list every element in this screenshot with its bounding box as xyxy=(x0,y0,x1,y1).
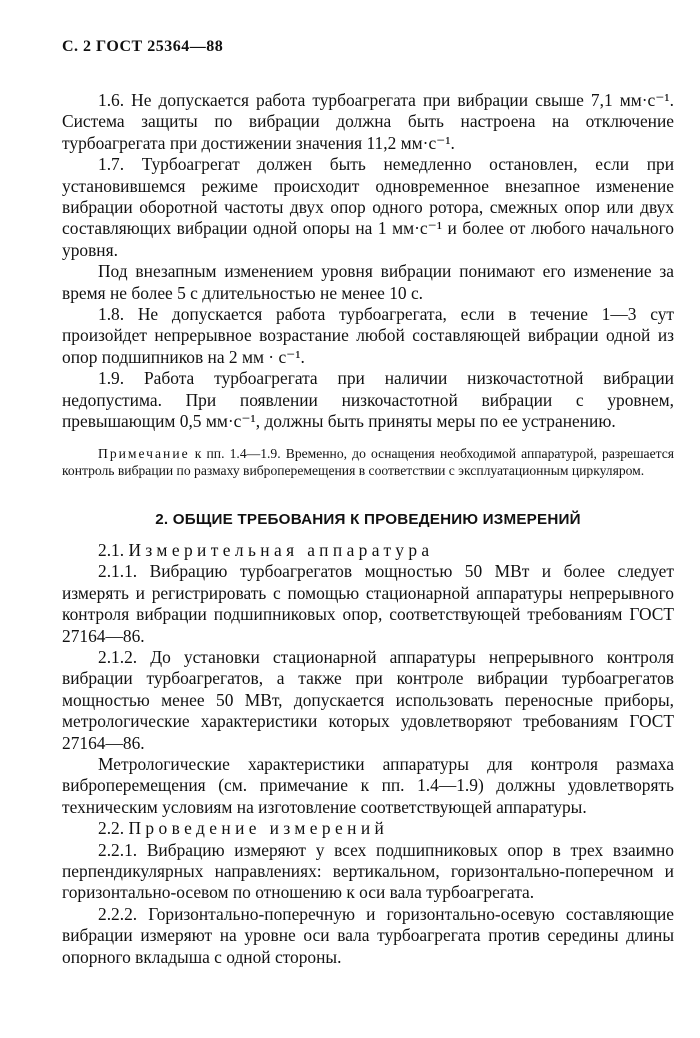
paragraph-2-1-2: 2.1.2. До установки стационарной аппаратуры непрерывного контроля вибрации турбоагрегатов, а также при контроле вибрации турбоагрегатов мощностью менее 50 МВт, допускается использовать переносные приборы, метрологические характеристики которых удовлетворяют требованиям ГОСТ 27164—86. xyxy=(62,646,674,753)
page-header: С. 2 ГОСТ 25364—88 xyxy=(62,38,224,55)
paragraph-2-1-2-metrology: Метрологические характеристики аппаратуры для контроля размаха виброперемещения (см. примечание к пп. 1.4—1.9) должны удовлетворять техническим условиям на изготовление соответствующей аппаратуры. xyxy=(62,753,674,817)
paragraph-1-7-definition: Под внезапным изменением уровня вибрации понимают его изменение за время не более 5 с длительностью не менее 10 с. xyxy=(62,261,674,303)
note-text: к пп. 1.4—1.9. Временно, до оснащения необходимой аппаратурой, разрешается контроль вибрации по размаху виброперемещения в соответствии с эксплуатационным циркуляром. xyxy=(62,445,674,478)
paragraph-1-6: 1.6. Не допускается работа турбоагрегата при вибрации свыше 7,1 мм·с⁻¹. Система защиты по вибрации должна быть настроена на отключение турбоагрегата при достижении значения 11,2 мм·с⁻¹. xyxy=(62,90,674,153)
paragraph-1-9: 1.9. Работа турбоагрегата при наличии низкочастотной вибрации недопустима. При появлении низкочастотной вибрации с уровнем, превышающим 0,5 мм·с⁻¹, должны быть приняты меры по ее устранению. xyxy=(62,368,674,432)
document-page xyxy=(62,38,674,968)
note xyxy=(62,445,674,479)
paragraph-1-8: 1.8. Не допускается работа турбоагрегата, если в течение 1—3 сут произойдет непрерывное возрастание любой составляющей вибрации одной из опор подшипников на 2 мм · с⁻¹. xyxy=(62,304,674,367)
paragraph-2-1-1: 2.1.1. Вибрацию турбоагрегатов мощностью 50 МВт и более следует измерять и регистрировать с помощью стационарной аппаратуры непрерывного контроля вибрации подшипниковых опор, соответствующей требованиям ГОСТ 27164—86. xyxy=(62,561,674,646)
section-2-title: 2. ОБЩИЕ ТРЕБОВАНИЯ К ПРОВЕДЕНИЮ ИЗМЕРЕНИЙ xyxy=(155,510,581,528)
paragraph-2-2-2: 2.2.2. Горизонтально-поперечную и горизонтально-осевую составляющие вибрации измеряют на уровне оси вала турбоагрегата против середины длины опорного вкладыша с одной стороны. xyxy=(62,903,674,967)
subsection-2-1-title: Измерительная аппаратура xyxy=(128,539,434,560)
subsection-2-2-number: 2.2. xyxy=(98,818,125,839)
subsection-2-1-number: 2.1. xyxy=(98,539,125,560)
subsection-2-2-heading xyxy=(62,818,674,839)
note-label: Примечание xyxy=(98,445,190,461)
subsection-2-2-title: Проведение измерений xyxy=(128,818,389,839)
subsection-2-1-heading xyxy=(62,540,674,561)
paragraph-2-2-1: 2.2.1. Вибрацию измеряют у всех подшипниковых опор в трех взаимно перпендикулярных направлениях: вертикальном, горизонтально-поперечном и горизонтально-осевом по отношению к оси вала турбоагрегата. xyxy=(62,839,674,903)
paragraph-1-7: 1.7. Турбоагрегат должен быть немедленно остановлен, если при установившемся режиме происходит одновременное внезапное изменение вибрации оборотной частоты двух опор одного ротора, смежных опор или двух составляющих вибрации одной опоры на 1 мм·с⁻¹ и более от любого начального уровня. xyxy=(62,154,674,260)
